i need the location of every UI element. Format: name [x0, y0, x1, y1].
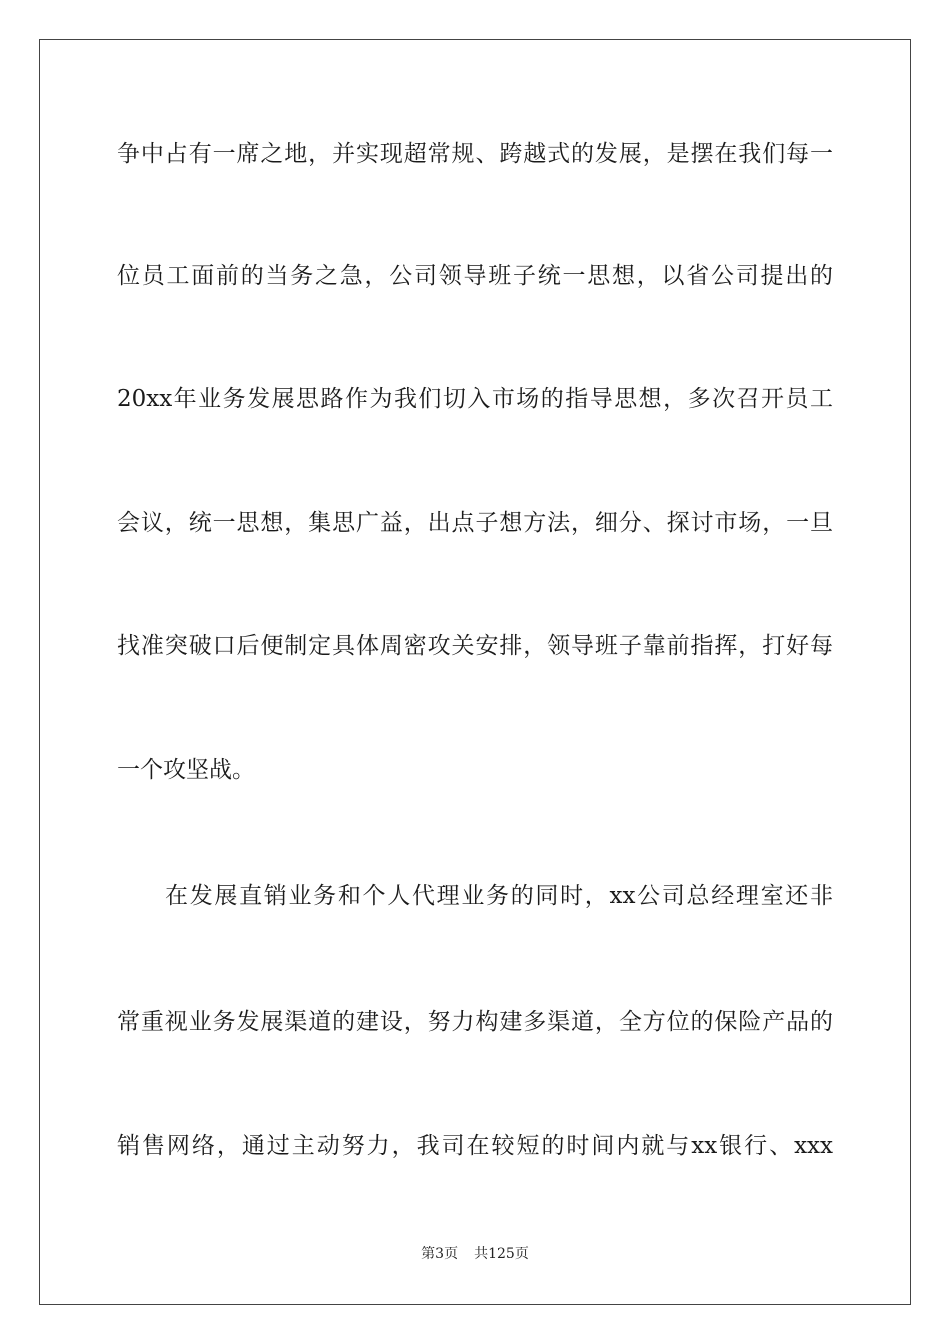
text-line: 位员工面前的当务之急，公司领导班子统一思想，以省公司提出的 — [117, 263, 833, 289]
text-line: 销售网络，通过主动努力，我司在较短的时间内就与xx银行、xxx — [117, 1133, 833, 1159]
text-line: 20xx年业务发展思路作为我们切入市场的指导思想，多次召开员工 — [117, 386, 833, 412]
page-total: 共125页 — [474, 1246, 529, 1262]
text-line: 争中占有一席之地，并实现超常规、跨越式的发展，是摆在我们每一 — [117, 141, 833, 167]
text-line: 会议，统一思想，集思广益，出点子想方法，细分、探讨市场，一旦 — [117, 510, 833, 536]
text-line: 一个攻坚战。 — [117, 757, 255, 783]
page-border — [39, 39, 911, 1305]
text-line: 常重视业务发展渠道的建设，努力构建多渠道，全方位的保险产品的 — [117, 1009, 833, 1035]
page-number: 第3页 — [421, 1246, 459, 1262]
page-footer — [0, 1245, 950, 1263]
text-line: 在发展直销业务和个人代理业务的同时，xx公司总经理室还非 — [165, 883, 833, 909]
text-line: 找准突破口后便制定具体周密攻关安排，领导班子靠前指挥，打好每 — [117, 633, 833, 659]
